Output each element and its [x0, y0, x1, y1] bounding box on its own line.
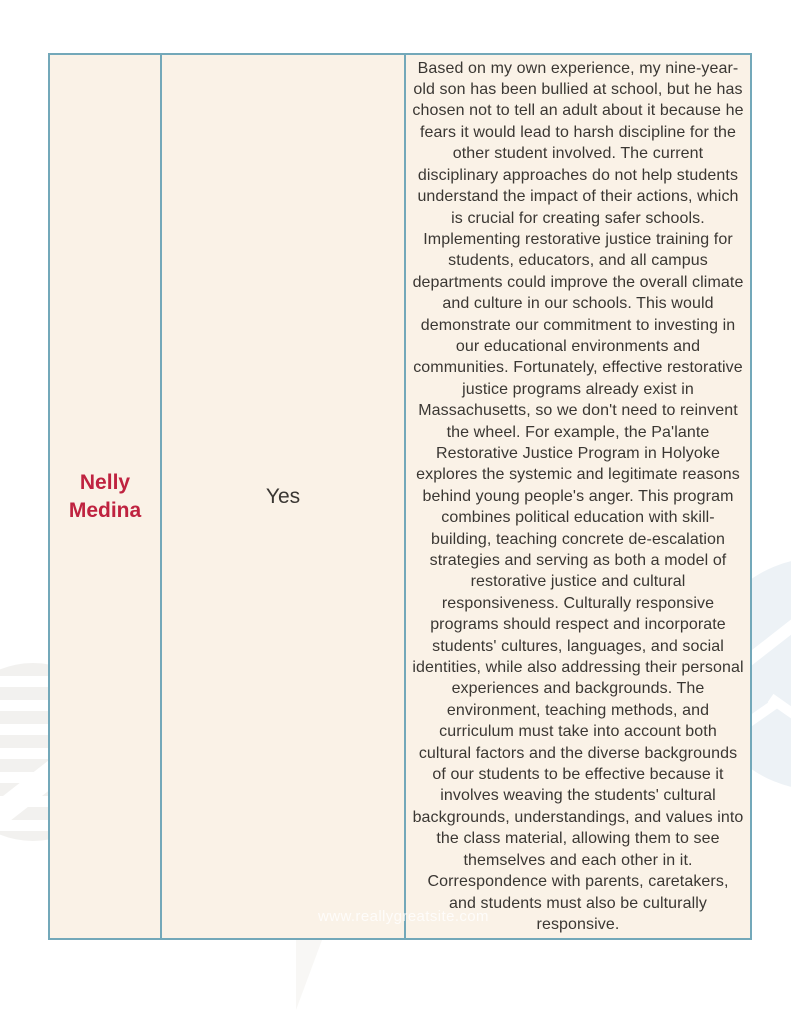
response-value: Yes	[265, 484, 301, 508]
site-watermark: www.reallygreatsite.com	[318, 908, 489, 925]
response-table	[48, 53, 752, 940]
table-cell-response	[160, 55, 406, 938]
triangle-decoration	[296, 940, 322, 1010]
comment-paragraph: Based on my own experience, my nine-year-old son has been bullied at school, but he has chosen not to tell an adult about it because he fears it would lead to harsh discipline for the other student involved. The current disciplinary approaches do not help students understand the impact of their actions, which is crucial for creating safer schools. Implementing restorative justice training for students, educators, and all campus departments could improve the overall climate and culture in our schools. This would demonstrate our commitment to investing in our educational environments and communities. Fortunately, effective restorative justice programs already exist in Massachusetts, so we don't need to reinvent the wheel. For example, the Pa'lante Restorative Justice Program in Holyoke explores the systemic and legitimate reasons behind young people's anger. This program combines political education with skill-building, teaching concrete de-escalation strategies and serving as both a model of restorative justice and cultural responsiveness. Culturally responsive programs should respect and incorporate students' cultures, languages, and social identities, while also addressing their personal experiences and backgrounds. The environment, teaching methods, and curriculum must take into account both cultural factors and the diverse backgrounds of our students to be effective because it involves weaving the students' cultural backgrounds, understandings, and values into the class material, allowing them to see themselves and each other in it. Correspondence with parents, caretakers, and students must also be culturally responsive.	[412, 59, 744, 933]
table-cell-name	[50, 55, 160, 938]
respondent-name: Nelly Medina	[68, 471, 142, 522]
table-cell-comment	[406, 55, 750, 938]
